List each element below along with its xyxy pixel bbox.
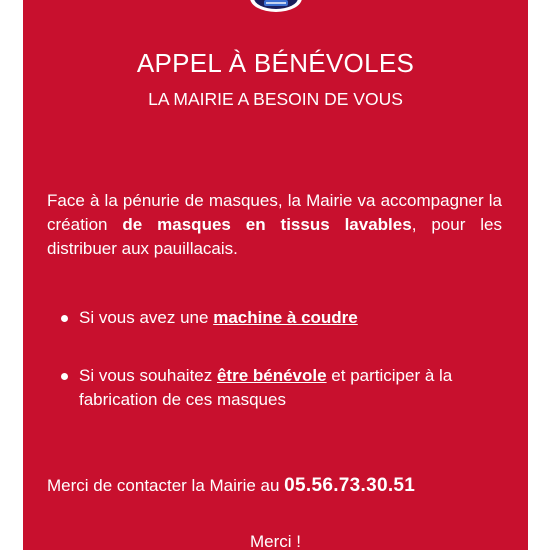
intro-text-end: , pour les distribuer aux pauillacais. [47, 215, 502, 258]
bullet-suffix: et participer à la fabrication de ces masques [79, 366, 453, 409]
contact-text: Merci de contacter la Mairie au [47, 476, 285, 495]
bullet-emphasis: être bénévole [216, 366, 327, 385]
closing-thanks: Merci ! [250, 532, 301, 550]
intro-emphasis: de masques en tissus lavables [122, 215, 412, 234]
bullet-list [61, 306, 506, 446]
bullet-prefix: Si vous souhaitez [79, 366, 217, 385]
bullet-emphasis: machine à coudre [213, 308, 358, 327]
page-title: APPEL À BÉNÉVOLES [136, 48, 415, 78]
poster [23, 0, 528, 550]
intro-paragraph [47, 189, 502, 261]
list-item [61, 306, 506, 330]
list-item [61, 364, 506, 412]
bullet-prefix: Si vous avez une [79, 308, 214, 327]
town-crest-logo-icon [248, 0, 304, 16]
intro-text-start: Face à la pénurie de masques, la Mairie va accompagner la création [47, 191, 502, 234]
bullet-icon [61, 373, 68, 380]
page-subtitle: LA MAIRIE A BESOIN DE VOUS [148, 89, 403, 109]
bullet-icon [61, 315, 68, 322]
phone-number: 05.56.73.30.51 [284, 475, 416, 496]
contact-line [47, 474, 517, 498]
